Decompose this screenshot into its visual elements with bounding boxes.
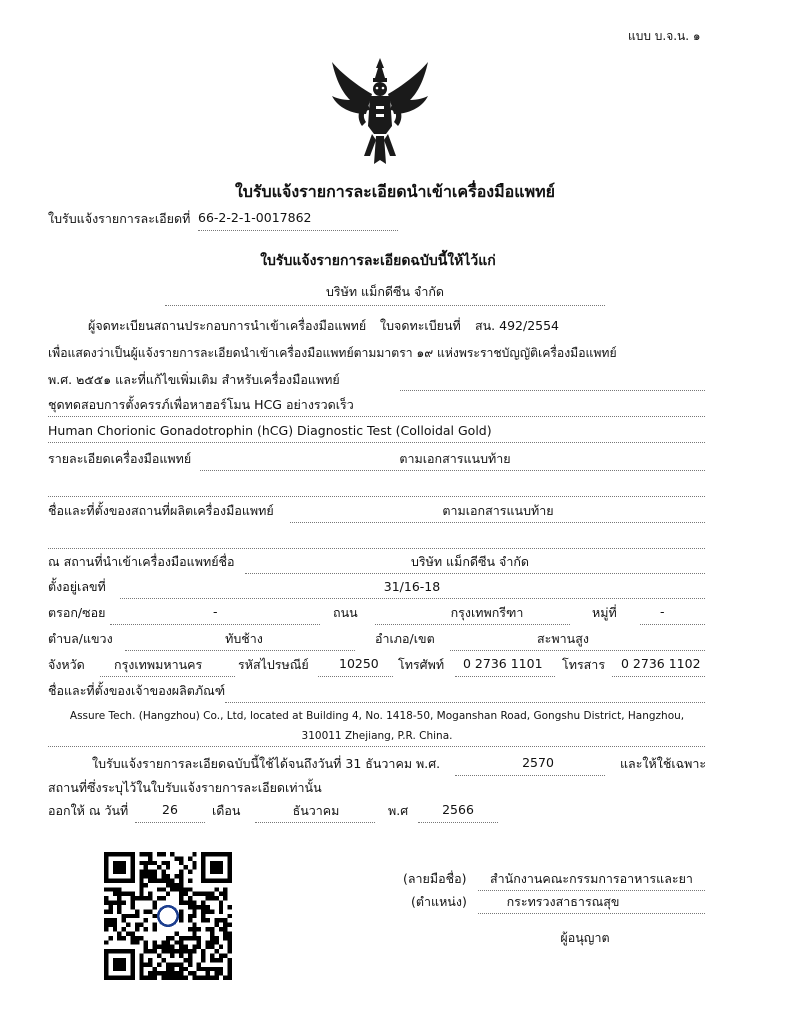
issued-month: ธันวาคม (292, 803, 340, 818)
address-no-label: ตั้งอยู่เลขที่ (48, 579, 106, 594)
moo-label: หมู่ที่ (592, 605, 617, 620)
device-name-en: Human Chorionic Gonadotrophin (hCG) Diagnostic Test (Colloidal Gold) (48, 423, 492, 438)
garuda-emblem-icon (328, 56, 432, 168)
road-value: กรุงเทพกรีฑา (450, 605, 524, 620)
subdistrict-value: ทับช้าง (225, 631, 263, 646)
importer-site-value: บริษัท แม็กดีซีน จำกัด (410, 554, 530, 569)
subdistrict-label: ตำบล/แขวง (48, 631, 113, 646)
issued-day: 26 (162, 802, 178, 817)
company-name: บริษัท แม็กดีซีน จำกัด (325, 284, 445, 299)
owner-address-line2: 310011 Zhejiang, P.R. China. (301, 730, 453, 742)
device-name-th: ชุดทดสอบการตั้งครรภ์เพื่อหาฮอร์โมน HCG อย่างรวดเร็ว (48, 397, 354, 412)
postal-value: 10250 (339, 656, 379, 671)
position-value: กระทรวงสาธารณสุข (506, 894, 620, 909)
issued-month-label: เดือน (212, 803, 241, 818)
authorizer-title: ผู้อนุญาต (560, 930, 610, 945)
province-value: กรุงเทพมหานคร (114, 657, 203, 672)
qr-code-icon (104, 852, 232, 980)
statement-line2: พ.ศ. ๒๕๕๑ และที่แก้ไขเพิ่มเติม สำหรับเครื่องมือแพทย์ (48, 372, 340, 387)
registration-value: สน. 492/2554 (475, 318, 560, 333)
owner-label: ชื่อและที่ตั้งของเจ้าของผลิตภัณฑ์ (48, 683, 226, 698)
issued-date-label: ออกให้ ณ วันที่ (48, 803, 129, 818)
statement-line1: เพื่อแสดงว่าเป็นผู้แจ้งรายการละเอียดนำเข้าเครื่องมือแพทย์ตามมาตรา ๑๙ แห่งพระราชบัญญัติเครื่องมือแพทย์ (48, 346, 617, 360)
district-label: อำเภอ/เขต (375, 631, 435, 646)
issued-to-heading: ใบรับแจ้งรายการละเอียดฉบับนี้ให้ไว้แก่ (260, 253, 496, 269)
receipt-no-label: ใบรับแจ้งรายการละเอียดที่ (48, 211, 191, 226)
issued-year-label: พ.ศ (388, 803, 409, 818)
registration-label: ใบจดทะเบียนที่ (380, 318, 461, 333)
manufacturer-site-label: ชื่อและที่ตั้งของสถานที่ผลิตเครื่องมือแพทย์ (48, 503, 274, 518)
validity-suffix: และให้ใช้เฉพาะ (620, 756, 707, 771)
registration-text: ผู้จดทะเบียนสถานประกอบการนำเข้าเครื่องมือแพทย์ (88, 318, 367, 333)
district-value: สะพานสูง (537, 631, 589, 646)
importer-site-label: ณ สถานที่นำเข้าเครื่องมือแพทย์ชื่อ (48, 554, 235, 569)
position-label: (ตำแหน่ง) (411, 894, 467, 909)
validity-line2: สถานที่ซึ่งระบุไว้ในใบรับแจ้งรายการละเอียดเท่านั้น (48, 780, 322, 795)
form-code: แบบ บ.จ.น. ๑ (628, 29, 701, 43)
signature-label: (ลายมือชื่อ) (403, 871, 467, 886)
road-label: ถนน (333, 605, 358, 620)
address-no-value: 31/16-18 (383, 579, 441, 594)
device-details-label: รายละเอียดเครื่องมือแพทย์ (48, 451, 192, 466)
receipt-no-value: 66-2-2-1-0017862 (198, 210, 312, 225)
device-details-value: ตามเอกสารแนบท้าย (399, 451, 511, 466)
manufacturer-site-value: ตามเอกสารแนบท้าย (442, 503, 554, 518)
fax-value: 0 2736 1102 (621, 656, 701, 671)
document-title: ใบรับแจ้งรายการละเอียดนำเข้าเครื่องมือแพทย์ (234, 182, 556, 201)
signature-value: สำนักงานคณะกรรมการอาหารและยา (490, 871, 693, 886)
validity-text: ใบรับแจ้งรายการละเอียดฉบับนี้ใช้ได้จนถึงวันที่ 31 ธันวาคม พ.ศ. (92, 756, 441, 771)
province-label: จังหวัด (48, 657, 85, 672)
phone-label: โทรศัพท์ (398, 657, 445, 672)
phone-value: 0 2736 1101 (463, 656, 543, 671)
validity-year: 2570 (522, 755, 554, 770)
soi-label: ตรอก/ซอย (48, 605, 106, 620)
moo-value: - (660, 604, 665, 619)
soi-value: - (213, 604, 218, 619)
owner-address-line1: Assure Tech. (Hangzhou) Co., Ltd, located at Building 4, No. 1418-50, Moganshan Road, Gongshu District, Hangzhou, (69, 710, 685, 722)
issued-year: 2566 (442, 802, 474, 817)
fax-label: โทรสาร (562, 657, 606, 672)
postal-label: รหัสไปรษณีย์ (238, 657, 309, 672)
